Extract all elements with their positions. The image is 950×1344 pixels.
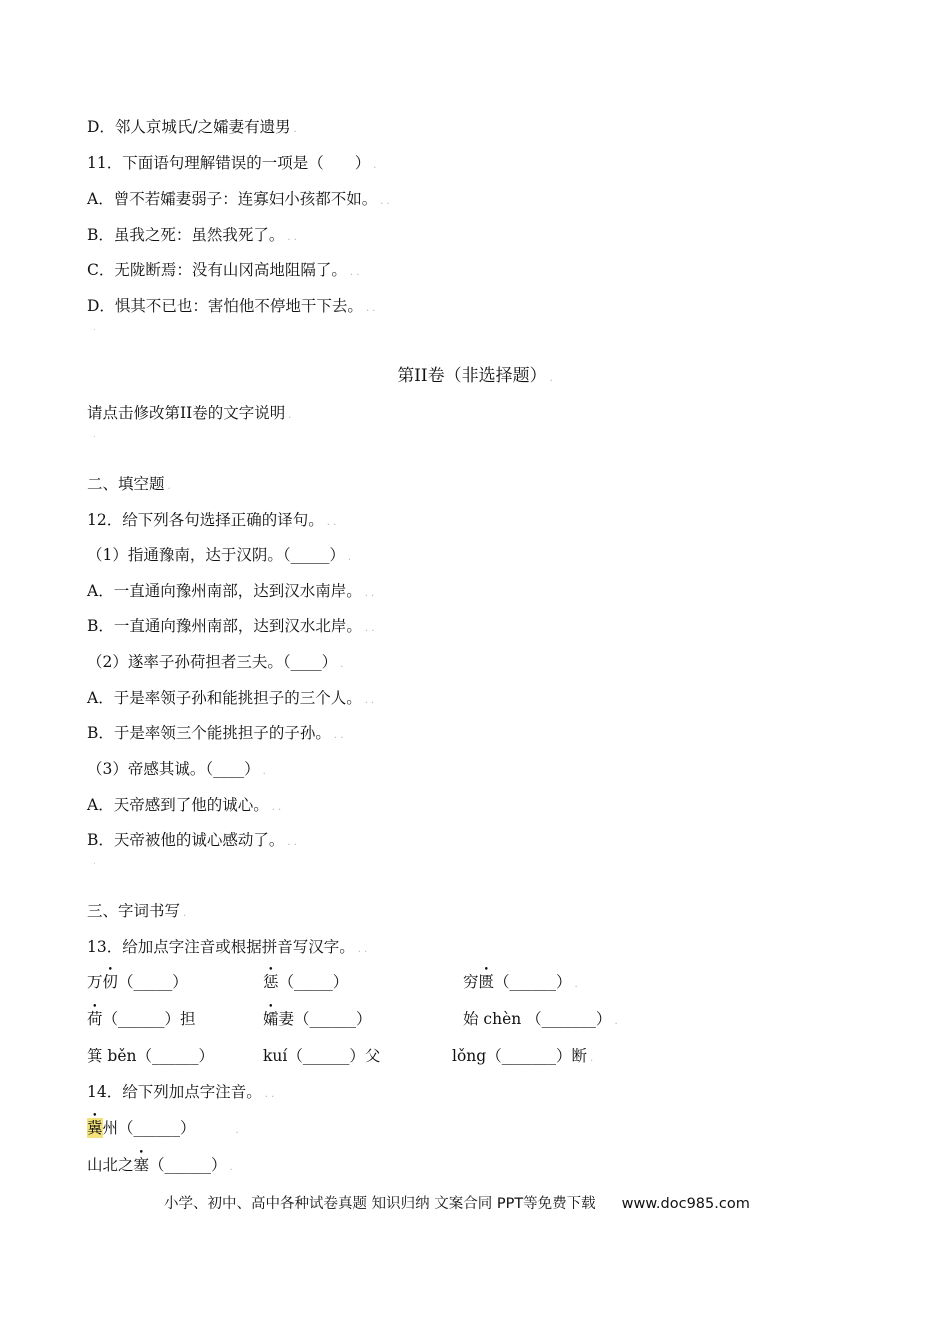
- paragraph-mark: .: [93, 323, 96, 333]
- option-b-q11: B．虽我之死：虽然我死了。 . .: [87, 226, 297, 244]
- page-footer: [164, 1192, 750, 1213]
- option-b-q12-1: B．一直通向豫州南部，达到汉水北岸。 . .: [87, 617, 375, 635]
- q13-item-5: 孀妻（______）: [263, 1010, 372, 1028]
- section-2-note: 请点击修改第II卷的文字说明 .: [87, 404, 292, 422]
- option-a-q12-2: A．于是率领子孙和能挑担子的三个人。 . .: [87, 689, 375, 707]
- question-13: 13．给加点字注音或根据拼音写汉字。 . .: [87, 938, 368, 956]
- part-2-heading: 二、填空题 .: [87, 475, 171, 493]
- emphasis-dot-char: 荷: [87, 1010, 103, 1028]
- part-3-heading: 三、字词书写 .: [87, 902, 187, 920]
- q13-item-3: 穷匮（______） .: [463, 973, 578, 991]
- emphasis-dot-char: 塞: [133, 1156, 150, 1174]
- q13-item-7: 箕 běn（______）: [87, 1047, 215, 1065]
- q13-item-4: 荷（______）担: [87, 1010, 196, 1028]
- emphasis-dot-char: 冀: [87, 1119, 103, 1137]
- question-12: 12．给下列各句选择正确的译句。 . .: [87, 511, 337, 529]
- emphasis-dot-char: 仞: [102, 973, 119, 991]
- emphasis-dot-char: 匮: [478, 973, 495, 991]
- option-d-q10: D．邻人京城氏/之孀妻有遗男 .: [87, 118, 297, 136]
- emphasis-dot-char: 惩: [263, 973, 279, 991]
- option-b-q12-2: B．于是率领三个能挑担子的子孙。 . .: [87, 724, 344, 742]
- option-a-q12-3: A．天帝感到了他的诚心。 . .: [87, 796, 282, 814]
- question-11: 11．下面语句理解错误的一项是（ ） .: [87, 154, 377, 172]
- paragraph-mark: .: [93, 430, 96, 440]
- option-b-q12-3: B．天帝被他的诚心感动了。 . .: [87, 831, 297, 849]
- emphasis-dot-char: 孀: [263, 1010, 279, 1028]
- q13-item-8: kuí（______）父: [263, 1047, 381, 1065]
- question-14: 14．给下列加点字注音。 . .: [87, 1083, 275, 1101]
- option-d-q11: D．惧其不已也：害怕他不停地干下去。 . .: [87, 297, 376, 315]
- q13-item-1: 万仞（_____）: [87, 973, 188, 991]
- q14-item-2: 山北之塞（______） .: [87, 1156, 233, 1174]
- q13-item-6: 始 chèn （_______） .: [463, 1010, 618, 1028]
- option-c-q11: C．无陇断焉：没有山冈高地阻隔了。 . .: [87, 261, 360, 279]
- option-a-q12-1: A．一直通向豫州南部，达到汉水南岸。 . .: [87, 582, 375, 600]
- q13-item-9: lǒng（_______）断 .: [452, 1047, 594, 1065]
- section-2-title: 第II卷（非选择题） .: [397, 366, 553, 386]
- footer-text: 小学、初中、高中各种试卷真题 知识归纳 文案合同 PPT等免费下载: [164, 1196, 596, 1212]
- q14-item-1: 冀州（______） .: [87, 1119, 239, 1137]
- option-a-q11: A．曾不若孀妻弱子：连寡妇小孩都不如。 . .: [87, 190, 390, 208]
- question-12-3: （3）帝感其诚。（____） .: [87, 760, 266, 778]
- paragraph-mark: .: [93, 857, 96, 867]
- q13-item-2: 惩（_____）: [263, 973, 349, 991]
- footer-url[interactable]: www.doc985.com: [621, 1196, 750, 1212]
- question-12-2: （2）遂率子孙荷担者三夫。（____） .: [87, 653, 344, 671]
- question-12-1: （1）指通豫南，达于汉阴。（_____） .: [87, 546, 352, 564]
